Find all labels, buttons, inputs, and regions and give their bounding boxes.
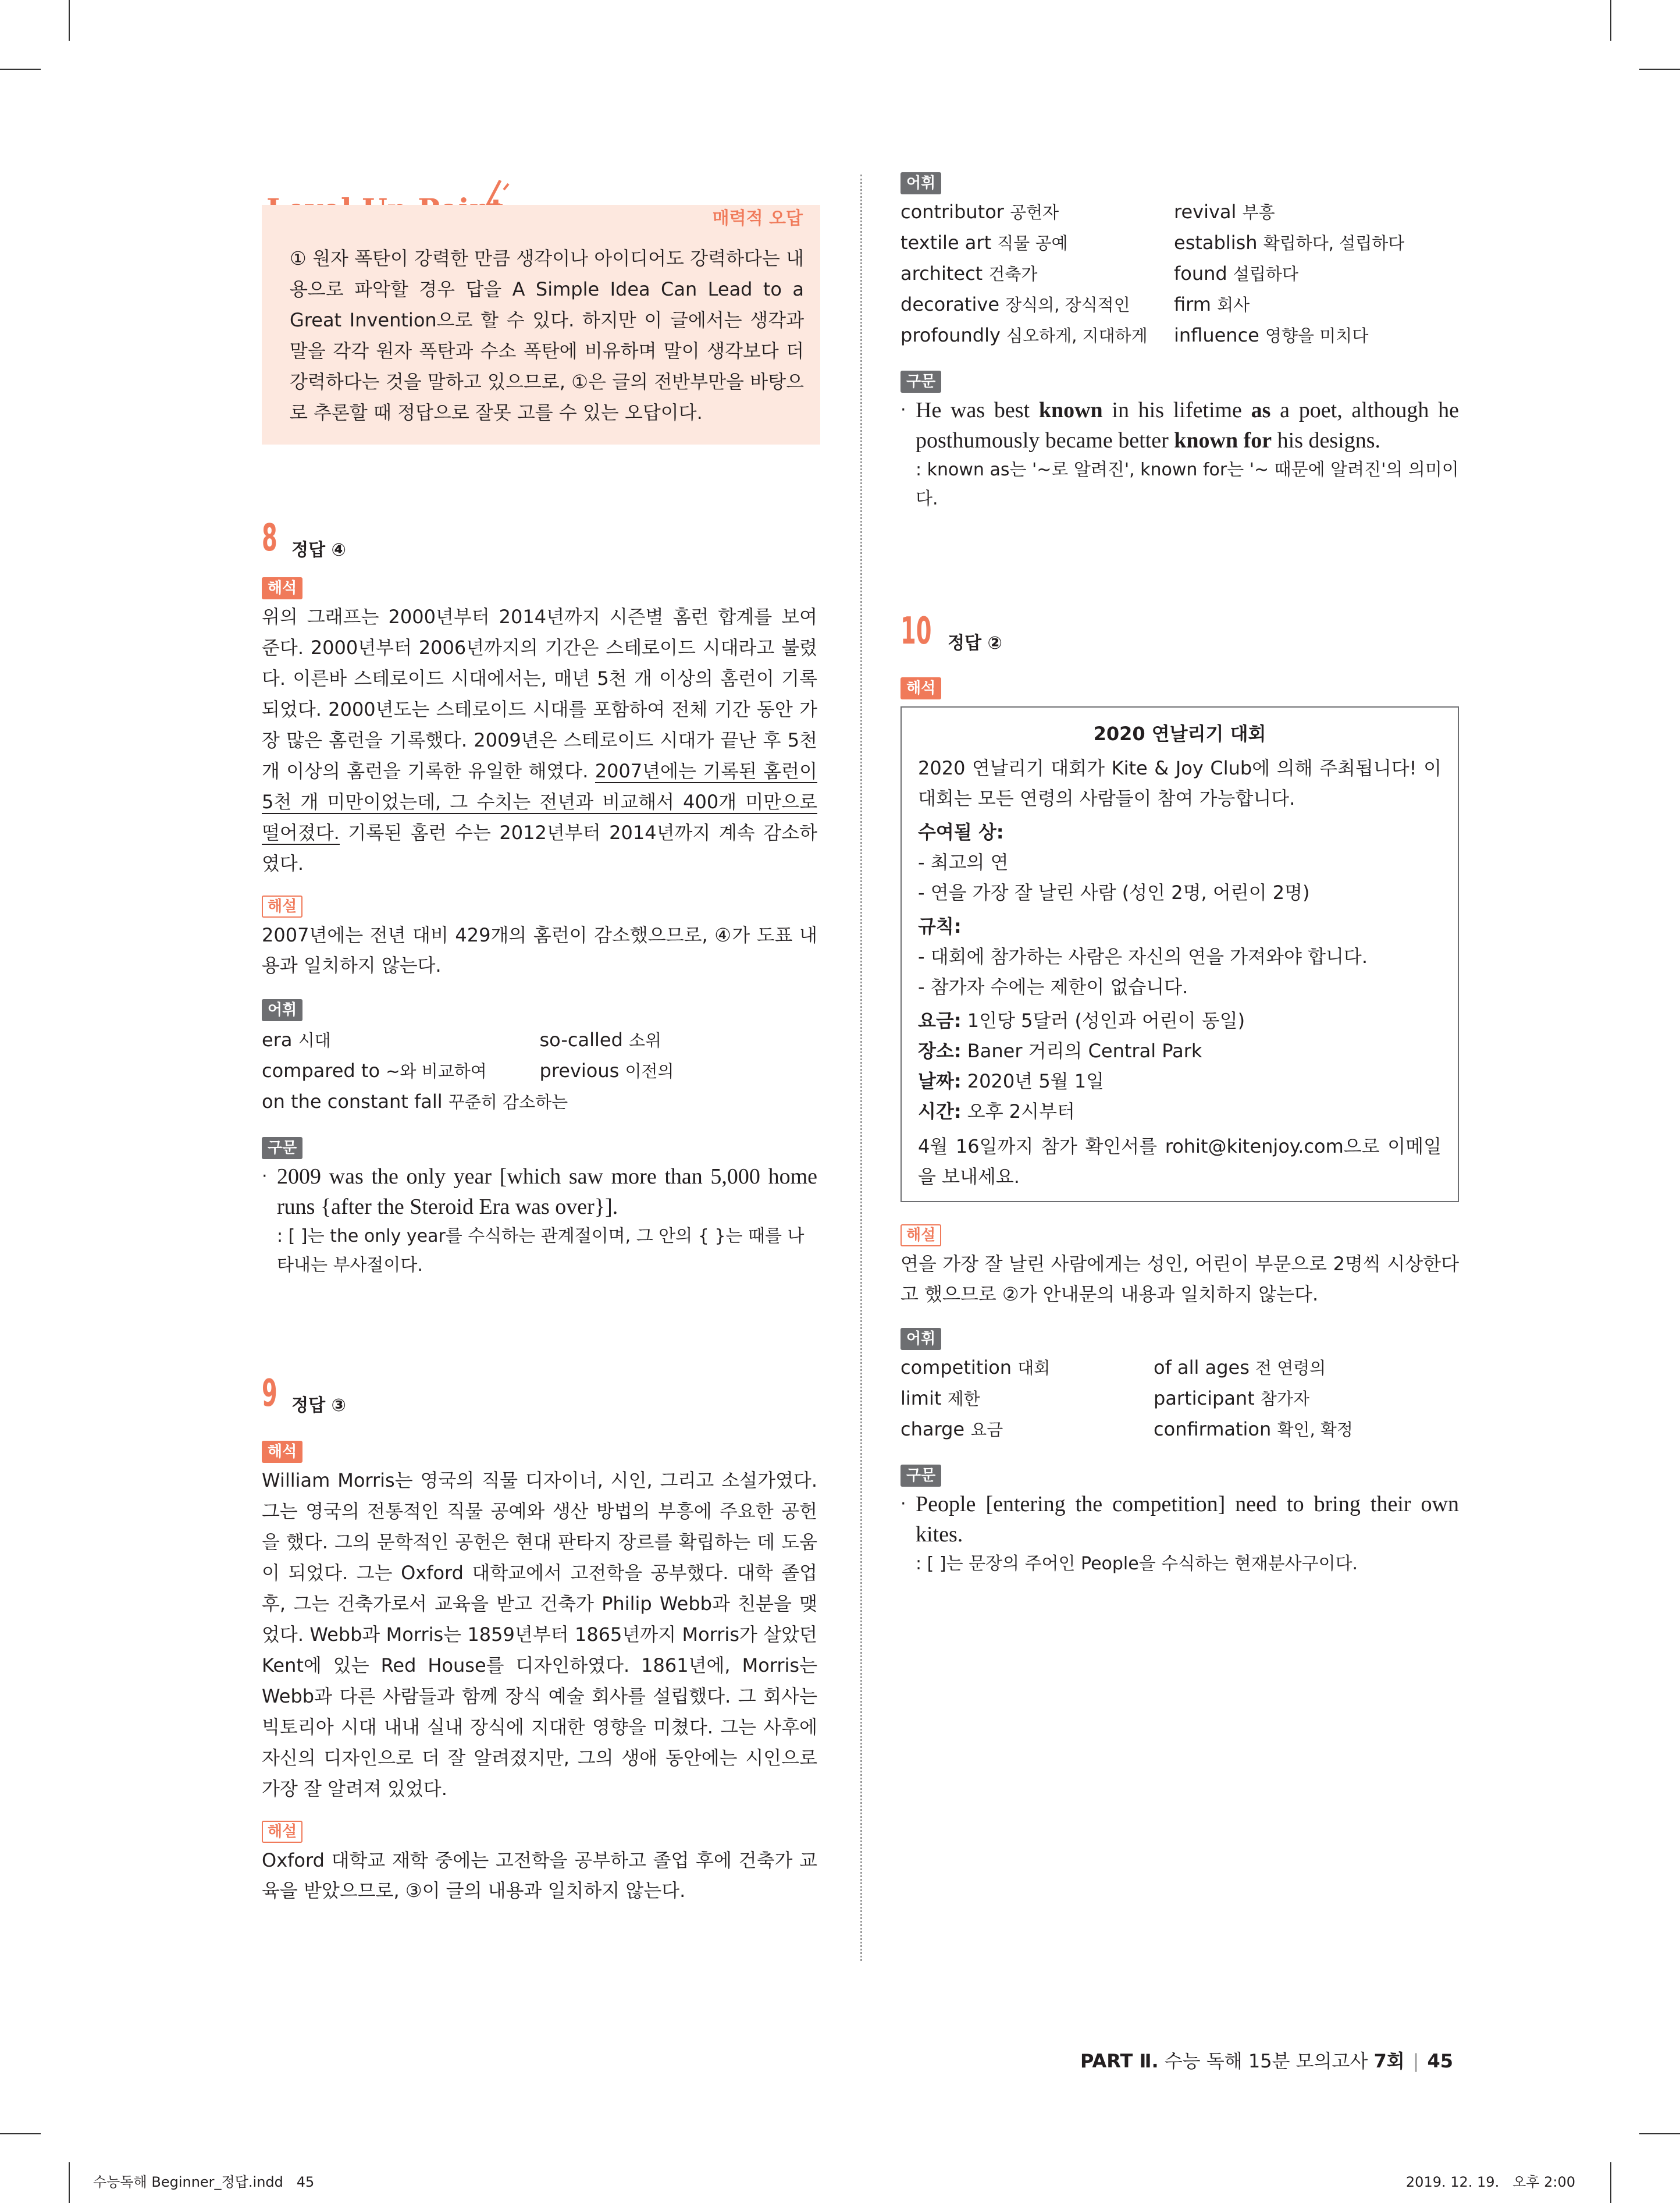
notice-title: 2020 연날리기 대회 — [1093, 723, 1266, 745]
vocab-tag: 어휘 — [262, 999, 302, 1021]
rule-item: - 참가자 수에는 제한이 없습니다. — [918, 976, 1188, 998]
vocab-list — [900, 1352, 1459, 1445]
rules-label: 규칙: — [918, 915, 962, 937]
answer-label: 정답 ③ — [291, 1395, 346, 1416]
vocab-item: previous 이전의 — [539, 1060, 674, 1082]
syntax-note: : known as는 '~로 알려진', known for는 '~ 때문에 알려진'의 의미이다. — [916, 460, 1459, 509]
answer-label: 정답 ② — [948, 633, 1002, 653]
explanation-text: Oxford 대학교 재학 중에는 고전학을 공부하고 졸업 후에 건축가 교육을 받았으므로, ③이 글의 내용과 일치하지 않는다. — [262, 1849, 817, 1902]
vocab-item: compared to ~와 비교하여 — [262, 1060, 487, 1082]
vocab-item: textile art 직물 공예 — [900, 232, 1068, 254]
explanation-tag: 해설 — [262, 896, 302, 918]
column-divider — [860, 175, 862, 1961]
place-line: 장소: Baner 거리의 Central Park — [918, 1040, 1202, 1062]
translation-text: 위의 그래프는 2000년부터 2014년까지 시즌별 홈런 합계를 보여 준다. 2000년부터 2006년까지의 기간은 스테로이드 시대라고 불렸다. 이른바 스테로이드 시대에서는, 매년 5천 개 이상의 홈런이 기록되었다. 2000년도는 스테로이드 시대를 포함하여 전체 기간 동안 가장 많은 홈런을 기록했다. 2009년은 스테로이드 시대가 끝난 후 5천 개 이상의 홈런을 기록한 유일한 해였다. 2007년에는 기록된 홈런이 5천 개 미만이었는데, 그 수치는 전년과 비교해서 400개 미만으로 떨어졌다. 기록된 홈런 수는 2012년부터 2014년까지 계속 감소하였다. — [262, 606, 817, 875]
syntax-tag: 구문 — [900, 371, 941, 393]
vocab-item: profoundly 심오하게, 지대하게 — [900, 324, 1148, 346]
notice-intro: 2020 연날리기 대회가 Kite & Joy Club에 의해 주최됩니다! 이 대회는 모든 연령의 사람들이 참여 가능합니다. — [918, 757, 1441, 809]
question-8 — [262, 518, 817, 1280]
answer-label: 정답 ④ — [291, 539, 346, 560]
explanation-tag: 해설 — [900, 1224, 941, 1246]
vocab-item: contributor 공헌자 — [900, 201, 1059, 223]
syntax-sentence: · 2009 was the only year [which saw more than 5,000 home runs {after the Steroid Era was over}]. — [262, 1164, 817, 1219]
vocab-item: of all ages 전 연령의 — [1154, 1356, 1326, 1378]
level-up-point — [262, 175, 820, 445]
vocab-item: era 시대 — [262, 1029, 331, 1051]
syntax-note: : [ ]는 문장의 주어인 People을 수식하는 현재분사구이다. — [916, 1554, 1358, 1574]
question-number: 8 — [262, 517, 277, 560]
level-up-body — [262, 233, 820, 445]
footer-part: PART Ⅱ. — [1080, 2050, 1159, 2072]
vocab-list — [900, 197, 1459, 351]
vocab-list — [262, 1025, 817, 1117]
question-number: 10 — [900, 610, 932, 653]
vocab-tag: 어휘 — [900, 1328, 941, 1350]
vocab-item: limit 제한 — [900, 1387, 980, 1409]
footer-title: 수능 독해 15분 모의고사 — [1158, 2050, 1374, 2072]
page-number: 45 — [1427, 2050, 1453, 2072]
explanation-tag: 해설 — [262, 1821, 302, 1843]
prizes-label: 수여될 상: — [918, 821, 1004, 843]
vocab-item: influence 영향을 미치다 — [1174, 324, 1369, 346]
explanation-text: 2007년에는 전년 대비 429개의 홈런이 감소했으므로, ④가 도표 내용과 일치하지 않는다. — [262, 924, 817, 976]
vocab-item: found 설립하다 — [1174, 262, 1298, 285]
slug-date: 2019. 12. 19. 오후 2:00 — [1405, 2174, 1575, 2190]
vocab-item: firm 회사 — [1174, 293, 1250, 315]
date-line: 날짜: 2020년 5월 1일 — [918, 1070, 1105, 1092]
question-9-vocab-syntax — [900, 172, 1459, 514]
vocab-item: competition 대회 — [900, 1356, 1051, 1378]
vocab-tag: 어휘 — [900, 172, 941, 194]
level-up-text: ① 원자 폭탄이 강력한 만큼 생각이나 아이디어도 강력하다는 내용으로 파악할 경우 답을 A Simple Idea Can Lead to a Great Invention으로 할 수 있다. 하지만 이 글에서는 생각과 말을 각각 원자 폭탄과 수소 폭탄에 비유하며 말이 생각보다 더 강력하다는 것을 말하고 있으므로, ①은 글의 전반부만을 바탕으로 추론할 때 정답으로 잘못 고를 수 있는 오답이다. — [290, 247, 804, 424]
syntax-note: : [ ]는 the only year를 수식하는 관계절이며, 그 안의 { }는 때를 나타내는 부사절이다. — [277, 1226, 805, 1275]
slug-file: 수능독해 Beginner_정답.indd 45 — [93, 2174, 315, 2190]
syntax-tag: 구문 — [262, 1137, 302, 1159]
translation-tag: 해석 — [262, 577, 302, 599]
prize-item: - 최고의 연 — [918, 851, 1009, 873]
fee-line: 요금: 1인당 5달러 (성인과 어린이 동일) — [918, 1010, 1245, 1032]
underlined-sentence: 2007년에는 기록된 홈런이 5천 개 미만이었는데, 그 수치는 전년과 비교해서 400개 미만으로 떨어졌다. — [262, 760, 817, 844]
vocab-item: so-called 소위 — [539, 1029, 662, 1051]
syntax-sentence: · People [entering the competition] need to bring their own kites. — [900, 1492, 1459, 1547]
rule-item: - 대회에 참가하는 사람은 자신의 연을 가져와야 합니다. — [918, 946, 1368, 968]
vocab-item: revival 부흥 — [1174, 201, 1275, 223]
vocab-item: charge 요금 — [900, 1418, 1003, 1440]
question-9 — [262, 1373, 817, 1906]
syntax-tag: 구문 — [900, 1465, 941, 1487]
question-number: 9 — [262, 1372, 277, 1415]
translation-tag: 해석 — [262, 1441, 302, 1463]
vocab-item: confirmation 확인, 확정 — [1154, 1418, 1353, 1440]
footer-round: 7회 — [1373, 2050, 1405, 2072]
prize-item: - 연을 가장 잘 날린 사람 (성인 2명, 어린이 2명) — [918, 882, 1310, 904]
vocab-item: participant 참가자 — [1154, 1387, 1309, 1409]
vocab-item: on the constant fall 꾸준히 감소하는 — [262, 1090, 568, 1113]
notice-closing: 4월 16일까지 참가 확인서를 rohit@kitenjoy.com으로 이메일을 보내세요. — [918, 1135, 1441, 1188]
vocab-item: decorative 장식의, 장식적인 — [900, 293, 1130, 315]
level-up-badge: 매력적 오답 — [712, 208, 803, 229]
page-footer: PART Ⅱ. 수능 독해 15분 모의고사 7회 | 45 — [1080, 2050, 1453, 2072]
time-line: 시간: 오후 2시부터 — [918, 1100, 1075, 1122]
notice-box — [900, 706, 1459, 1202]
translation-text: William Morris는 영국의 직물 디자이너, 시인, 그리고 소설가였다. 그는 영국의 전통적인 직물 공예와 생산 방법의 부흥에 주요한 공헌을 했다. 그의 문학적인 공헌은 현대 판타지 장르를 확립하는 데 도움이 되었다. 그는 Oxford 대학교에서 고전학을 공부했다. 대학 졸업 후, 그는 건축가로서 교육을 받고 건축가 Philip Webb과 친분을 맺었다. Webb과 Morris는 1859년부터 1865년까지 Morris가 살았던 Kent에 있는 Red House를 디자인하였다. 1861년에, Morris는 Webb과 다른 사람들과 함께 장식 예술 회사를 설립했다. 그 회사는 빅토리아 시대 내내 실내 장식에 지대한 영향을 미쳤다. 그는 사후에 자신의 디자인으로 더 잘 알려졌지만, 그의 생애 동안에는 시인으로 가장 잘 알려져 있었다. — [262, 1469, 817, 1800]
explanation-text: 연을 가장 잘 날린 사람에게는 성인, 어린이 부문으로 2명씩 시상한다고 했으므로 ②가 안내문의 내용과 일치하지 않는다. — [900, 1253, 1459, 1305]
syntax-sentence: · He was best known in his lifetime as a poet, although he posthumously became better known for his designs. — [900, 398, 1460, 453]
question-10 — [900, 611, 1459, 1579]
vocab-item: architect 건축가 — [900, 262, 1038, 285]
vocab-item: establish 확립하다, 설립하다 — [1174, 232, 1405, 254]
translation-tag: 해석 — [900, 677, 941, 699]
